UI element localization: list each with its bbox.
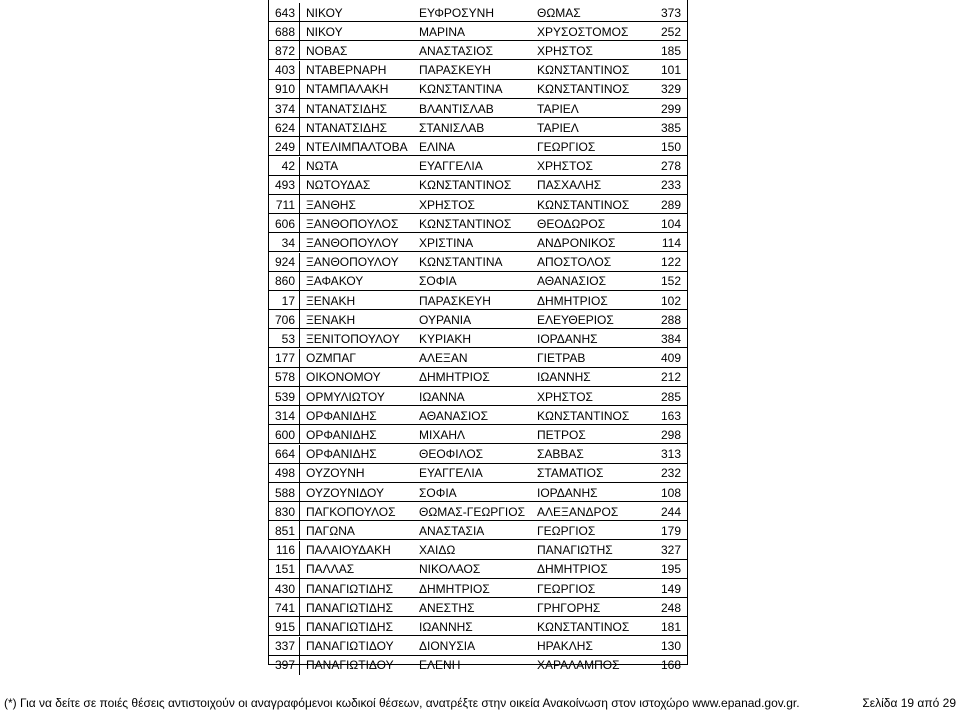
table-row (269, 598, 687, 617)
father-name-cell: ΑΝΔΡΟΝΙΚΟΣ (537, 235, 616, 250)
father-name-cell: ΗΡΑΚΛΗΣ (537, 639, 593, 654)
position-cell: 278 (660, 159, 681, 174)
table-row (269, 349, 687, 368)
surname-cell: ΟΡΜΥΛΙΩΤΟΥ (306, 389, 385, 404)
surname-cell: ΝΤΑΒΕΡΝΑΡΗ (306, 63, 387, 78)
first-name-cell: ΠΑΡΑΣΚΕΥΗ (419, 63, 491, 78)
table-row (269, 560, 687, 579)
code-cell: 688 (269, 22, 300, 41)
position-cell: 114 (661, 235, 681, 250)
position-cell: 288 (660, 312, 681, 327)
code-cell: 42 (269, 157, 300, 176)
surname-cell: ΞΑΝΘΟΠΟΥΛΟΣ (306, 216, 399, 231)
code-cell: 851 (269, 521, 300, 540)
position-cell: 168 (660, 658, 681, 673)
first-name-cell: ΚΩΝΣΤΑΝΤΙΝΑ (419, 82, 503, 97)
code-cell: 711 (269, 195, 300, 214)
code-cell: 177 (269, 349, 300, 368)
code-cell: 403 (269, 61, 300, 80)
table-row (269, 118, 687, 137)
table-row (269, 329, 687, 348)
father-name-cell: ΓΡΗΓΟΡΗΣ (537, 600, 601, 615)
father-name-cell: ΧΑΡΑΛΑΜΠΟΣ (537, 658, 620, 673)
position-cell: 329 (660, 82, 681, 97)
first-name-cell: ΕΛΙΝΑ (419, 139, 456, 154)
first-name-cell: ΘΕΟΦΙΛΟΣ (419, 447, 484, 462)
surname-cell: ΟΙΚΟΝΟΜΟΥ (306, 370, 381, 385)
code-cell: 910 (269, 80, 300, 99)
code-cell: 539 (269, 387, 300, 406)
surname-cell: ΠΑΝΑΓΙΩΤΙΔΗΣ (306, 581, 394, 596)
table-row (269, 579, 687, 598)
table-row (269, 425, 687, 444)
position-cell: 409 (660, 351, 681, 366)
position-cell: 179 (660, 523, 681, 538)
position-cell: 130 (660, 639, 681, 654)
first-name-cell: ΣΟΦΙΑ (419, 274, 457, 289)
surname-cell: ΞΑΦΑΚΟΥ (306, 274, 364, 289)
surname-cell: ΠΑΓΩΝΑ (306, 523, 355, 538)
code-cell: 924 (269, 253, 300, 272)
position-cell: 181 (660, 619, 681, 634)
father-name-cell: ΧΡΥΣΟΣΤΟΜΟΣ (537, 24, 629, 39)
surname-cell: ΝΤΕΛΙΜΠΑΛΤΟΒΑ (306, 139, 408, 154)
first-name-cell: ΣΤΑΝΙΣΛΑΒ (419, 120, 485, 135)
position-cell: 101 (660, 63, 681, 78)
position-cell: 248 (660, 600, 681, 615)
surname-cell: ΟΖΜΠΑΓ (306, 351, 356, 366)
position-cell: 195 (660, 562, 681, 577)
surname-cell: ΝΙΚΟΥ (306, 5, 343, 20)
table-row (269, 214, 687, 233)
page-footer (4, 696, 956, 710)
footer-note: (*) Για να δείτε σε ποιές θέσεις αντιστοιχούν οι αναγραφόμενοι κωδικοί θέσεων, ανατρέξτε στην οικεία Ανακοίνωση στον ιστοχώρο www.epanad.gov.gr. (4, 696, 800, 710)
table-row (269, 541, 687, 560)
first-name-cell: ΝΙΚΟΛΑΟΣ (419, 562, 481, 577)
table-row (269, 253, 687, 272)
code-cell: 578 (269, 368, 300, 387)
table-row (269, 502, 687, 521)
code-cell: 830 (269, 502, 300, 521)
code-cell: 498 (269, 464, 300, 483)
code-cell: 430 (269, 579, 300, 598)
first-name-cell: ΕΛΕΝΗ (419, 658, 461, 673)
code-cell: 606 (269, 214, 300, 233)
first-name-cell: ΚΩΝΣΤΑΝΤΙΝΟΣ (419, 216, 512, 231)
position-cell: 252 (660, 24, 681, 39)
position-cell: 104 (660, 216, 681, 231)
surname-cell: ΞΑΝΘΗΣ (306, 197, 356, 212)
position-cell: 233 (660, 178, 681, 193)
surname-cell: ΠΑΛΑΙΟΥΔΑΚΗ (306, 543, 391, 558)
first-name-cell: ΑΝΑΣΤΑΣΙΟΣ (419, 43, 494, 58)
father-name-cell: ΓΕΩΡΓΙΟΣ (537, 523, 596, 538)
first-name-cell: ΕΥΦΡΟΣΥΝΗ (419, 5, 494, 20)
table-row (269, 656, 687, 675)
first-name-cell: ΕΥΑΓΓΕΛΙΑ (419, 466, 483, 481)
code-cell: 860 (269, 272, 300, 291)
first-name-cell: ΑΘΑΝΑΣΙΟΣ (419, 408, 489, 423)
surname-cell: ΟΡΦΑΝΙΔΗΣ (306, 427, 377, 442)
code-cell: 915 (269, 617, 300, 636)
father-name-cell: ΓΙΕΤΡΑΒ (537, 351, 586, 366)
first-name-cell: ΚΩΝΣΤΑΝΤΙΝΑ (419, 255, 503, 270)
surname-cell: ΠΑΛΛΑΣ (306, 562, 355, 577)
code-cell: 872 (269, 41, 300, 60)
code-cell: 397 (269, 656, 300, 675)
surname-cell: ΞΕΝΑΚΗ (306, 293, 356, 308)
table-row (269, 483, 687, 502)
table-row (269, 445, 687, 464)
father-name-cell: ΠΑΣΧΑΛΗΣ (537, 178, 602, 193)
father-name-cell: ΙΟΡΔΑΝΗΣ (537, 485, 598, 500)
father-name-cell: ΔΗΜΗΤΡΙΟΣ (537, 293, 608, 308)
first-name-cell: ΣΟΦΙΑ (419, 485, 457, 500)
table-row (269, 99, 687, 118)
father-name-cell: ΚΩΝΣΤΑΝΤΙΝΟΣ (537, 408, 630, 423)
father-name-cell: ΧΡΗΣΤΟΣ (537, 389, 593, 404)
surname-cell: ΟΡΦΑΝΙΔΗΣ (306, 408, 377, 423)
first-name-cell: ΧΡΗΣΤΟΣ (419, 197, 475, 212)
father-name-cell: ΣΤΑΜΑΤΙΟΣ (537, 466, 604, 481)
surname-cell: ΝΤΑΝΑΤΣΙΔΗΣ (306, 101, 388, 116)
first-name-cell: ΙΩΑΝΝΗΣ (419, 619, 473, 634)
table-row (269, 41, 687, 60)
father-name-cell: ΚΩΝΣΤΑΝΤΙΝΟΣ (537, 197, 630, 212)
table-row (269, 637, 687, 656)
table-row (269, 3, 687, 22)
position-cell: 149 (660, 581, 681, 596)
code-cell: 53 (269, 329, 300, 348)
code-cell: 741 (269, 598, 300, 617)
position-cell: 299 (660, 101, 681, 116)
results-table (268, 0, 688, 673)
surname-cell: ΠΑΝΑΓΙΩΤΙΔΗΣ (306, 600, 394, 615)
father-name-cell: ΤΑΡΙΕΛ (537, 101, 579, 116)
position-cell: 289 (660, 197, 681, 212)
father-name-cell: ΚΩΝΣΤΑΝΤΙΝΟΣ (537, 619, 630, 634)
father-name-cell: ΚΩΝΣΤΑΝΤΙΝΟΣ (537, 63, 630, 78)
first-name-cell: ΘΩΜΑΣ-ΓΕΩΡΓΙΟΣ (419, 504, 526, 519)
position-cell: 212 (660, 370, 681, 385)
code-cell: 249 (269, 137, 300, 156)
position-cell: 244 (660, 504, 681, 519)
position-cell: 313 (660, 447, 681, 462)
position-cell: 232 (660, 466, 681, 481)
father-name-cell: ΓΕΩΡΓΙΟΣ (537, 139, 596, 154)
surname-cell: ΠΑΝΑΓΙΩΤΙΔΗΣ (306, 619, 394, 634)
father-name-cell: ΣΑΒΒΑΣ (537, 447, 584, 462)
table-row (269, 387, 687, 406)
surname-cell: ΟΡΦΑΝΙΔΗΣ (306, 447, 377, 462)
father-name-cell: ΧΡΗΣΤΟΣ (537, 159, 593, 174)
surname-cell: ΞΑΝΘΟΠΟΥΛΟΥ (306, 235, 399, 250)
father-name-cell: ΓΕΩΡΓΙΟΣ (537, 581, 596, 596)
first-name-cell: ΔΗΜΗΤΡΙΟΣ (419, 370, 490, 385)
table-row (269, 61, 687, 80)
table-row (269, 617, 687, 636)
first-name-cell: ΜΑΡΙΝΑ (419, 24, 466, 39)
father-name-cell: ΕΛΕΥΘΕΡΙΟΣ (537, 312, 614, 327)
table-row (269, 22, 687, 41)
table-row (269, 368, 687, 387)
code-cell: 624 (269, 118, 300, 137)
surname-cell: ΝΙΚΟΥ (306, 24, 343, 39)
surname-cell: ΞΕΝΙΤΟΠΟΥΛΟΥ (306, 331, 400, 346)
code-cell: 337 (269, 637, 300, 656)
first-name-cell: ΑΛΕΞΑΝ (419, 351, 468, 366)
surname-cell: ΞΕΝΑΚΗ (306, 312, 356, 327)
surname-cell: ΟΥΖΟΥΝΗ (306, 466, 365, 481)
table-row (269, 272, 687, 291)
father-name-cell: ΘΕΟΔΩΡΟΣ (537, 216, 606, 231)
surname-cell: ΝΤΑΝΑΤΣΙΔΗΣ (306, 120, 388, 135)
surname-cell: ΠΑΝΑΓΙΩΤΙΔΟΥ (306, 639, 394, 654)
first-name-cell: ΒΛΑΝΤΙΣΛΑΒ (419, 101, 494, 116)
surname-cell: ΝΟΒΑΣ (306, 43, 348, 58)
first-name-cell: ΚΥΡΙΑΚΗ (419, 331, 472, 346)
father-name-cell: ΑΘΑΝΑΣΙΟΣ (537, 274, 607, 289)
first-name-cell: ΧΡΙΣΤΙΝΑ (419, 235, 474, 250)
code-cell: 588 (269, 483, 300, 502)
table-row (269, 291, 687, 310)
first-name-cell: ΙΩΑΝΝΑ (419, 389, 465, 404)
position-cell: 298 (660, 427, 681, 442)
father-name-cell: ΚΩΝΣΤΑΝΤΙΝΟΣ (537, 82, 630, 97)
code-cell: 664 (269, 445, 300, 464)
surname-cell: ΝΩΤΟΥΔΑΣ (306, 178, 371, 193)
surname-cell: ΠΑΓΚΟΠΟΥΛΟΣ (306, 504, 396, 519)
father-name-cell: ΤΑΡΙΕΛ (537, 120, 579, 135)
first-name-cell: ΠΑΡΑΣΚΕΥΗ (419, 293, 491, 308)
position-cell: 163 (660, 408, 681, 423)
position-cell: 185 (660, 43, 681, 58)
code-cell: 116 (269, 541, 300, 560)
table-row (269, 464, 687, 483)
first-name-cell: ΟΥΡΑΝΙΑ (419, 312, 472, 327)
code-cell: 151 (269, 560, 300, 579)
first-name-cell: ΑΝΑΣΤΑΣΙΑ (419, 523, 485, 538)
position-cell: 385 (660, 120, 681, 135)
code-cell: 706 (269, 310, 300, 329)
table-row (269, 80, 687, 99)
father-name-cell: ΔΗΜΗΤΡΙΟΣ (537, 562, 608, 577)
code-cell: 493 (269, 176, 300, 195)
page-number: Σελίδα 19 από 29 (862, 696, 956, 710)
table-row (269, 406, 687, 425)
table-row (269, 310, 687, 329)
table-row (269, 157, 687, 176)
position-cell: 152 (660, 274, 681, 289)
father-name-cell: ΘΩΜΑΣ (537, 5, 581, 20)
first-name-cell: ΕΥΑΓΓΕΛΙΑ (419, 159, 483, 174)
surname-cell: ΝΩΤΑ (306, 159, 339, 174)
position-cell: 108 (660, 485, 681, 500)
table-row (269, 195, 687, 214)
first-name-cell: ΔΗΜΗΤΡΙΟΣ (419, 581, 490, 596)
father-name-cell: ΠΑΝΑΓΙΩΤΗΣ (537, 543, 613, 558)
first-name-cell: ΔΙΟΝΥΣΙΑ (419, 639, 476, 654)
code-cell: 643 (269, 3, 300, 22)
surname-cell: ΝΤΑΜΠΑΛΑΚΗ (306, 82, 389, 97)
father-name-cell: ΠΕΤΡΟΣ (537, 427, 586, 442)
position-cell: 150 (660, 139, 681, 154)
position-cell: 373 (660, 5, 681, 20)
code-cell: 600 (269, 425, 300, 444)
position-cell: 285 (660, 389, 681, 404)
code-cell: 314 (269, 406, 300, 425)
surname-cell: ΠΑΝΑΓΙΩΤΙΔΟΥ (306, 658, 394, 673)
code-cell: 374 (269, 99, 300, 118)
father-name-cell: ΙΟΡΔΑΝΗΣ (537, 331, 598, 346)
position-cell: 122 (660, 255, 681, 270)
table-row (269, 521, 687, 540)
first-name-cell: ΑΝΕΣΤΗΣ (419, 600, 475, 615)
position-cell: 327 (660, 543, 681, 558)
father-name-cell: ΑΠΟΣΤΟΛΟΣ (537, 255, 612, 270)
table-row (269, 233, 687, 252)
first-name-cell: ΧΑΙΔΩ (419, 543, 456, 558)
first-name-cell: ΜΙΧΑΗΛ (419, 427, 466, 442)
father-name-cell: ΙΩΑΝΝΗΣ (537, 370, 591, 385)
surname-cell: ΞΑΝΘΟΠΟΥΛΟΥ (306, 255, 399, 270)
position-cell: 102 (660, 293, 681, 308)
father-name-cell: ΑΛΕΞΑΝΔΡΟΣ (537, 504, 619, 519)
code-cell: 34 (269, 233, 300, 252)
table-row (269, 137, 687, 156)
table-row (269, 176, 687, 195)
first-name-cell: ΚΩΝΣΤΑΝΤΙΝΟΣ (419, 178, 512, 193)
surname-cell: ΟΥΖΟΥΝΙΔΟΥ (306, 485, 384, 500)
position-cell: 384 (660, 331, 681, 346)
father-name-cell: ΧΡΗΣΤΟΣ (537, 43, 593, 58)
code-cell: 17 (269, 291, 300, 310)
